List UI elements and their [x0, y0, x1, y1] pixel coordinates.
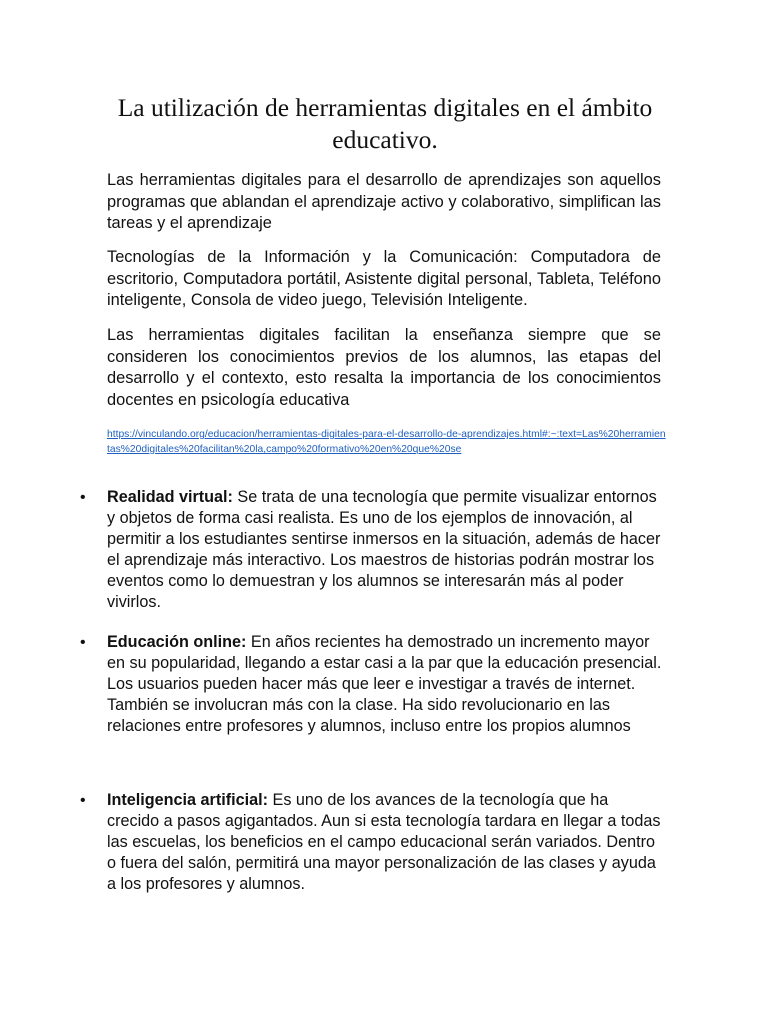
bullet-dot-icon: •	[80, 489, 86, 506]
document-title: La utilización de herramientas digitales en el ámbito educativo.	[117, 93, 653, 154]
source-link[interactable]: https://vinculando.org/educacion/herramientas-digitales-para-el-desarrollo-de-aprendizajes.html#:~:text=Las%20herramientas%20digitales%20facilitan%20la,campo%20formativo%20en%20que%20se	[107, 429, 666, 455]
tic-paragraph: Tecnologías de la Información y la Comunicación: Computadora de escritorio, Computadora portátil, Asistente digital personal, Tableta, Teléfono inteligente, Consola de video juego, Televisión Inteligente.	[107, 248, 661, 309]
bullet-text	[107, 487, 663, 612]
teaching-paragraph: Las herramientas digitales facilitan la enseñanza siempre que se consideren los conocimientos previos de los alumnos, las etapas del desarrollo y el contexto, esto resalta la importancia de los conocimientos docentes en psicología educativa	[107, 326, 661, 409]
bullet-term: Inteligencia artificial:	[107, 791, 269, 809]
bullet-dot-icon: •	[80, 792, 86, 809]
bullet-text	[107, 632, 663, 737]
bullet-description: Se trata de una tecnología que permite visualizar entornos y objetos de forma casi realista. Es uno de los ejemplos de innovación, al permitir a los estudiantes sentirse inmersos en la situación, además de hacer el aprendizaje más interactivo. Los maestros de historias podrán mostrar los eventos como lo demuestran y los alumnos se interesarán más al poder vivirlos.	[107, 488, 661, 611]
bullet-description: En años recientes ha demostrado un incremento mayor en su popularidad, llegando a estar casi a la par que la educación presencial. Los usuarios pueden hacer más que leer e investigar a través de internet. También se involucran más con la clase. Ha sido revolucionario en las relaciones entre profesores y alumnos, incluso entre los propios alumnos	[107, 633, 662, 735]
bullet-text	[107, 790, 663, 895]
bullet-term: Educación online:	[107, 633, 247, 651]
intro-paragraph: Las herramientas digitales para el desarrollo de aprendizajes son aquellos programas que ablandan el aprendizaje activo y colaborativo, simplifican las tareas y el aprendizaje	[107, 171, 661, 232]
bullet-description: Es uno de los avances de la tecnología que ha crecido a pasos agigantados. Aun si esta tecnología tardara en llegar a todas las escuelas, los beneficios en el campo educacional serán variados. Dentro o fuera del salón, permitirá una mayor personalización de las clases y ayuda a los profesores y alumnos.	[107, 791, 661, 893]
bullet-dot-icon: •	[80, 634, 86, 651]
bullet-term: Realidad virtual:	[107, 488, 233, 506]
